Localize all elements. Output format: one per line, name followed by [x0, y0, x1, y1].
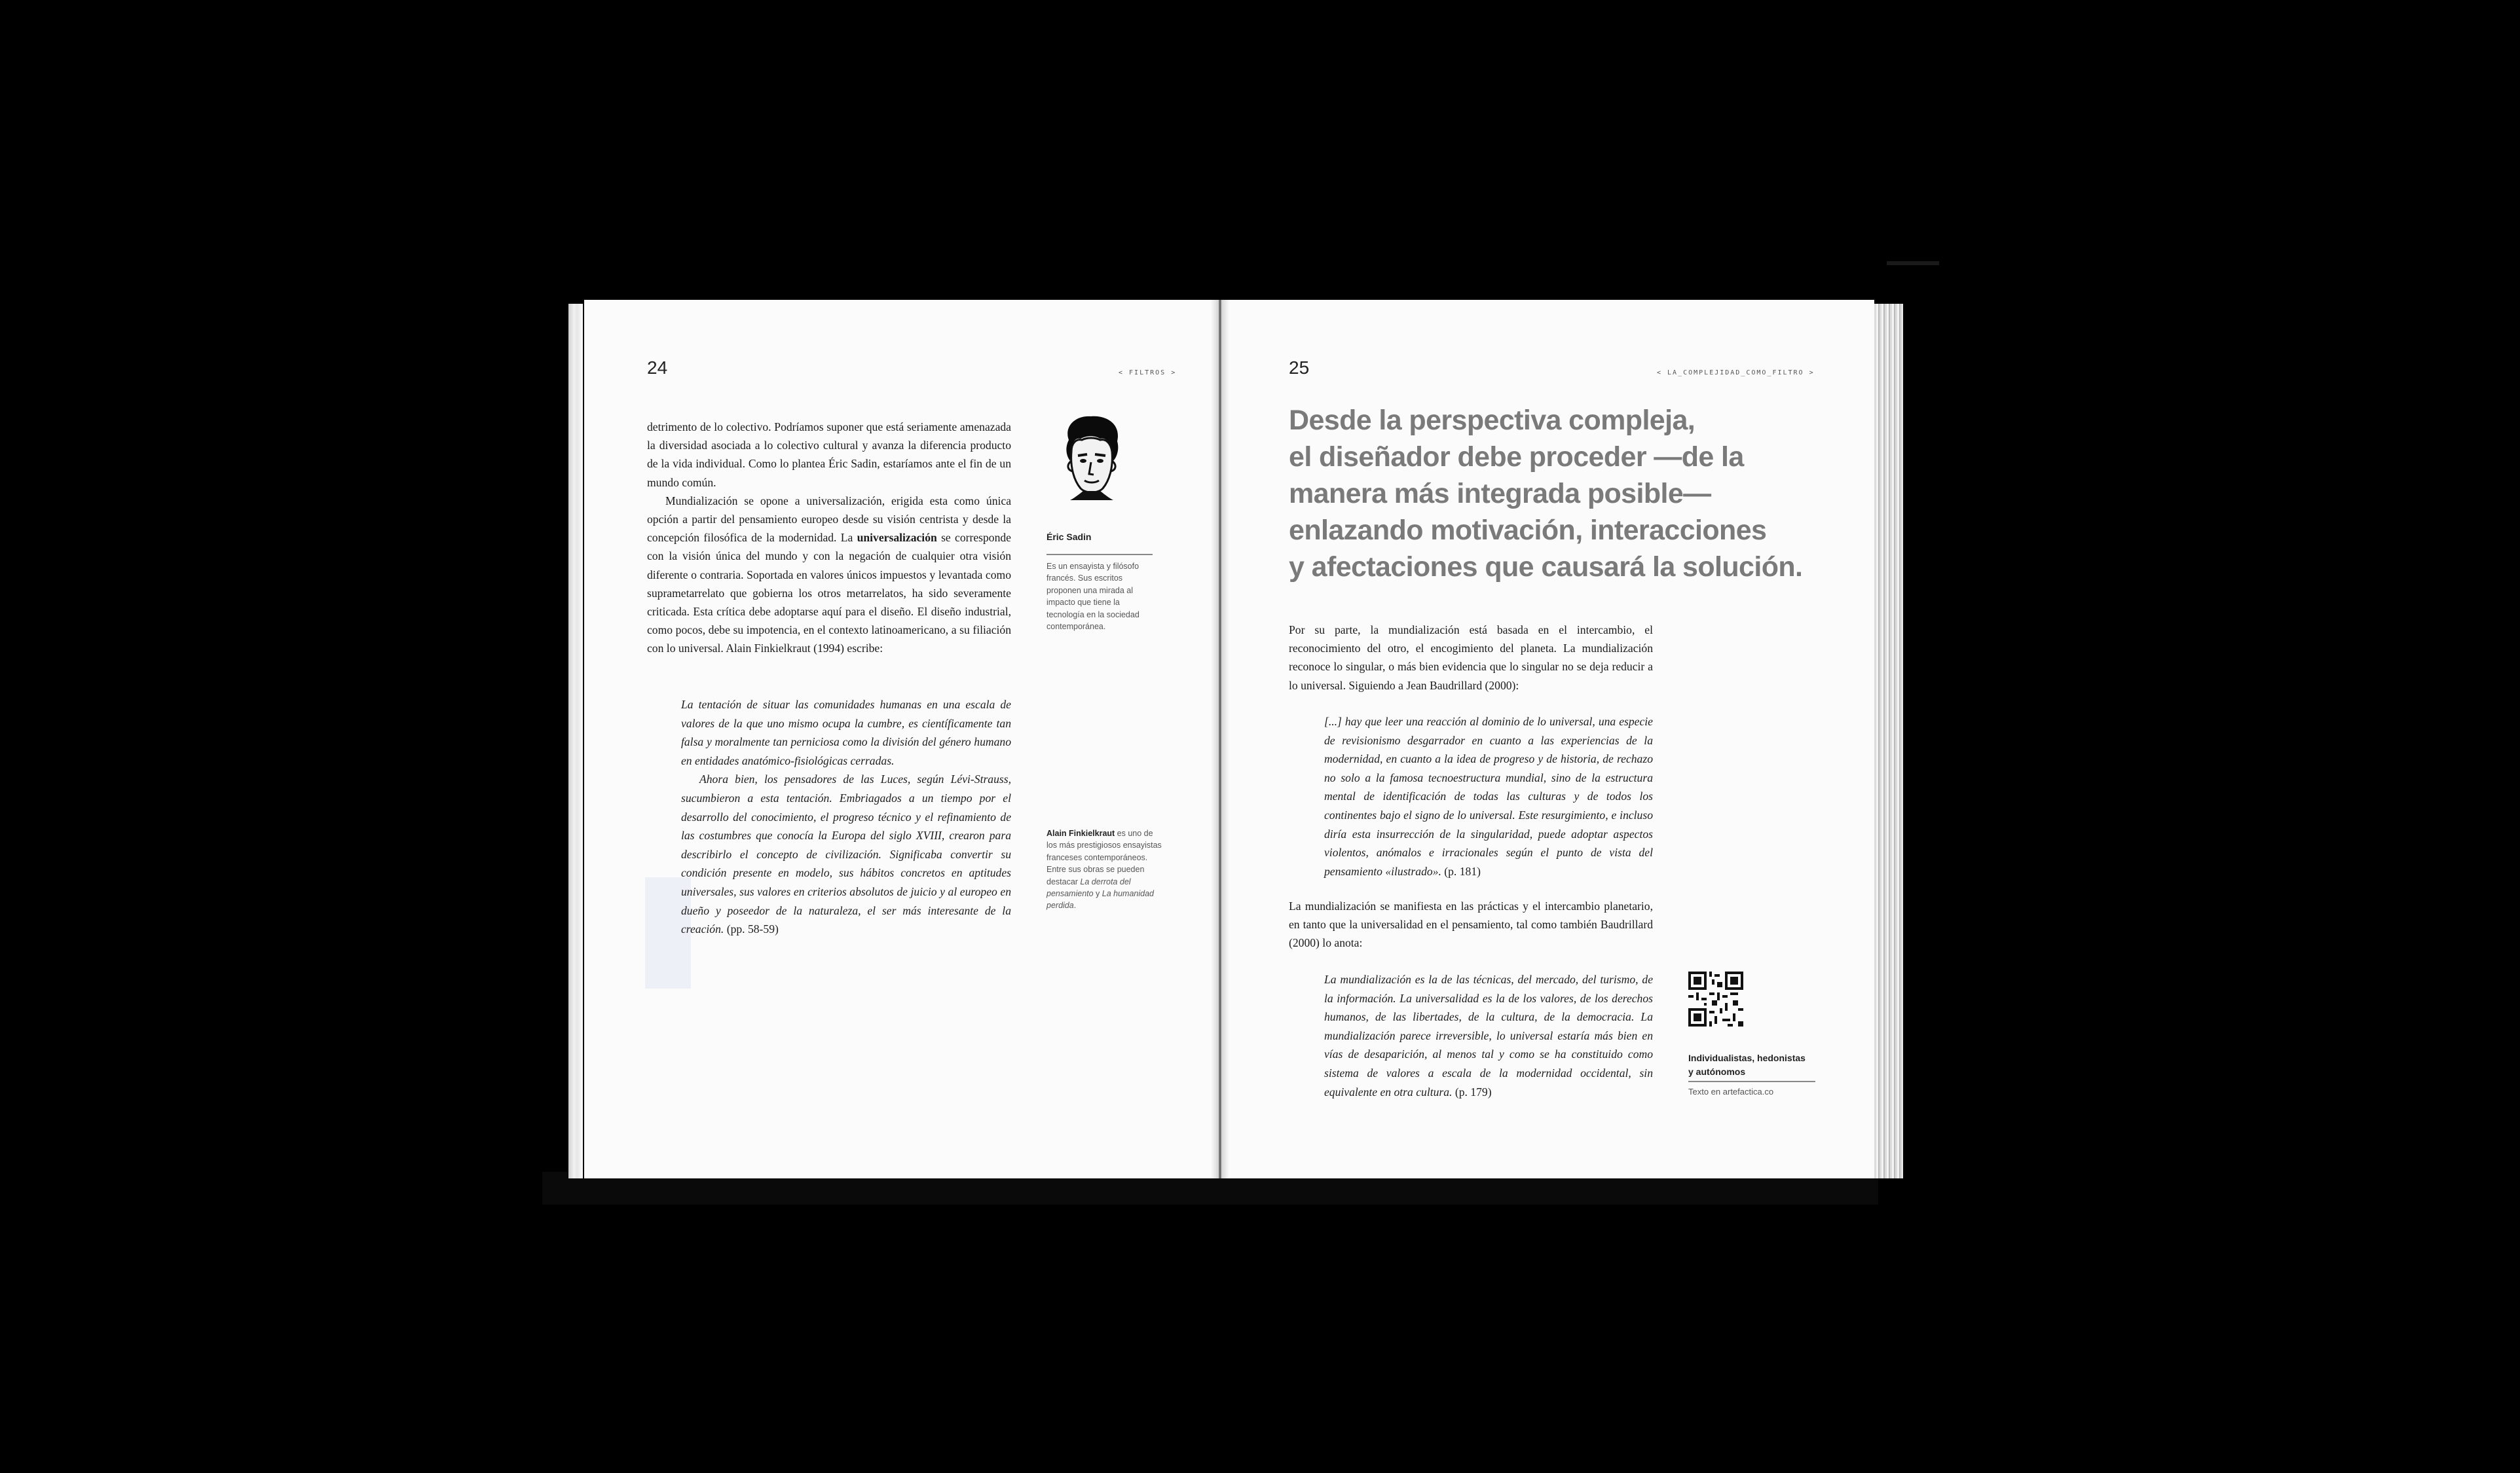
pull-quote-headline: Desde la perspectiva compleja, el diseñador debe proceder —de la manera más integrada posible— enlazando motivación, interacciones y afectaciones que causará la solución. — [1289, 405, 1803, 583]
right-blockquote-1: [...] hay que leer una reacción al dominio de lo universal, una especie de revisionismo desgarrador en cuanto a las experiencias de la modernidad, en cuanto a la idea de progreso y de historia, de rechazo no solo a la famosa tecnoestructura mundial, sino de la estructura mental de identificación de todas las culturas y de todos los continentes bajo el signo de lo universal. Este resurgimiento, e incluso diría esta insurrección de la singularidad, puede adoptar aspectos violentos, anómalos e irracionales según el punto de vista del pensamiento «ilustrado». (p. 181) — [1324, 715, 1653, 878]
right-paragraph-1: Por su parte, la mundialización está basada en el intercambio, el reconocimiento del otro, el encogimiento del planeta. La mundialización reconoce lo singular, o más bien evidencia que lo singular no se deja reducir a lo universal. Siguiendo a Jean Baudrillard (2000): — [1289, 623, 1653, 692]
sadin-bio: Es un ensayista y filósofo francés. Sus escritos proponen una mirada al impacto que tiene la tecnología en la sociedad contemporánea. — [1047, 562, 1140, 632]
left-paragraph-1: detrimento de lo colectivo. Podríamos suponer que está seriamente amenazada la diversidad asociada a lo colectivo cultural y avanza la diferencia producto de la vida individual. Como lo plantea Éric Sadin, estaríamos ante el fin de un mundo común. — [647, 420, 1011, 489]
right-page-edge — [1874, 304, 1903, 1178]
sadin-rule — [1047, 554, 1153, 555]
sadin-name: Éric Sadin — [1047, 532, 1092, 542]
running-head-left: < FILTROS > — [1119, 369, 1177, 376]
ghost-headline — [1022, 411, 1032, 456]
right-paragraph-2: La mundialización se manifiesta en las prácticas y el intercambio planetario, en tanto que la universalidad en el pensamiento, tal como también Baudrillard (2000) lo anota: — [1289, 900, 1653, 950]
qr-link-text: Texto en artefactica.co — [1688, 1087, 1774, 1097]
book-gutter — [1211, 300, 1229, 1178]
left-blockquote — [681, 695, 1011, 939]
left-quote-paragraph-1: La tentación de situar las comunidades humanas en una escala de valores de la que uno mismo ocupa la cumbre, es científicamente tan falsa y moralmente tan perniciosa como la división del género humano en entidades anatómico-fisiológicas cerradas. — [681, 698, 1011, 767]
sadin-portrait — [1057, 412, 1126, 500]
corner-bar — [1887, 261, 1939, 265]
running-head-right: < LA_COMPLEJIDAD_COMO_FILTRO > — [1657, 369, 1815, 376]
qr-code — [1688, 972, 1743, 1027]
page-number-right: 25 — [1289, 357, 1310, 378]
finkielkraut-note: Alain Finkielkraut es uno de los más prestigiosos ensayistas franceses contemporáneos. Entre sus obras se pueden destacar La derrota del pensamiento y La humanidad perdida. — [1047, 829, 1162, 911]
qr-title: Individualistas, hedonistas y autónomos — [1688, 1053, 1806, 1077]
qr-rule — [1688, 1081, 1815, 1082]
left-paragraph-2: Mundialización se opone a universalización, erigida esta como única opción a partir del pensamiento europeo desde su visión centrista y desde la concepción filosófica de la modernidad. La universalización se corresponde con la visión única del mundo y con la negación de cualquier otra visión diferente o contraria. Soportada en valores únicos impuestos y levantada como suprametarrelato que gobierna los otros metarrelatos, ha sido severamente criticada. Esta crítica debe adoptarse aquí para el diseño. El diseño industrial, como pocos, debe su impotencia, en el contexto latinoamericano, a su filiación con lo universal. Alain Finkielkraut (1994) escribe: — [647, 494, 1011, 655]
left-quote-paragraph-2: Ahora bien, los pensadores de las Luces, según Lévi-Strauss, sucumbieron a esta tentación. Embriagados a un tiempo por el desarrollo del conocimiento, el progreso técnico y el refinamiento de las costumbres que conocía la Europa del siglo XVIII, crearon para describirlo el concepto de civilización. Significaba convertir su condición presente en modelo, sus hábitos concretos en aptitudes universales, sus valores en criterios absolutos de juicio y al europeo en dueño y poseedor de la naturaleza, el ser más interesante de la creación. (pp. 58-59) — [681, 773, 1011, 936]
left-body-text — [647, 418, 1011, 658]
page-number-left: 24 — [647, 357, 668, 378]
right-blockquote-2: La mundialización es la de las técnicas, del mercado, del turismo, de la información. La universalidad es la de los valores, de los derechos humanos, de las libertades, de la cultura, de la democracia. La mundialización parece irreversible, lo universal estaría más bien en vías de desaparición, al menos tal y como se ha constituido como sistema de valores a escala de la modernidad occidental, sin equivalente en otra cultura. (p. 179) — [1324, 973, 1653, 1099]
left-page-edge — [568, 304, 583, 1178]
